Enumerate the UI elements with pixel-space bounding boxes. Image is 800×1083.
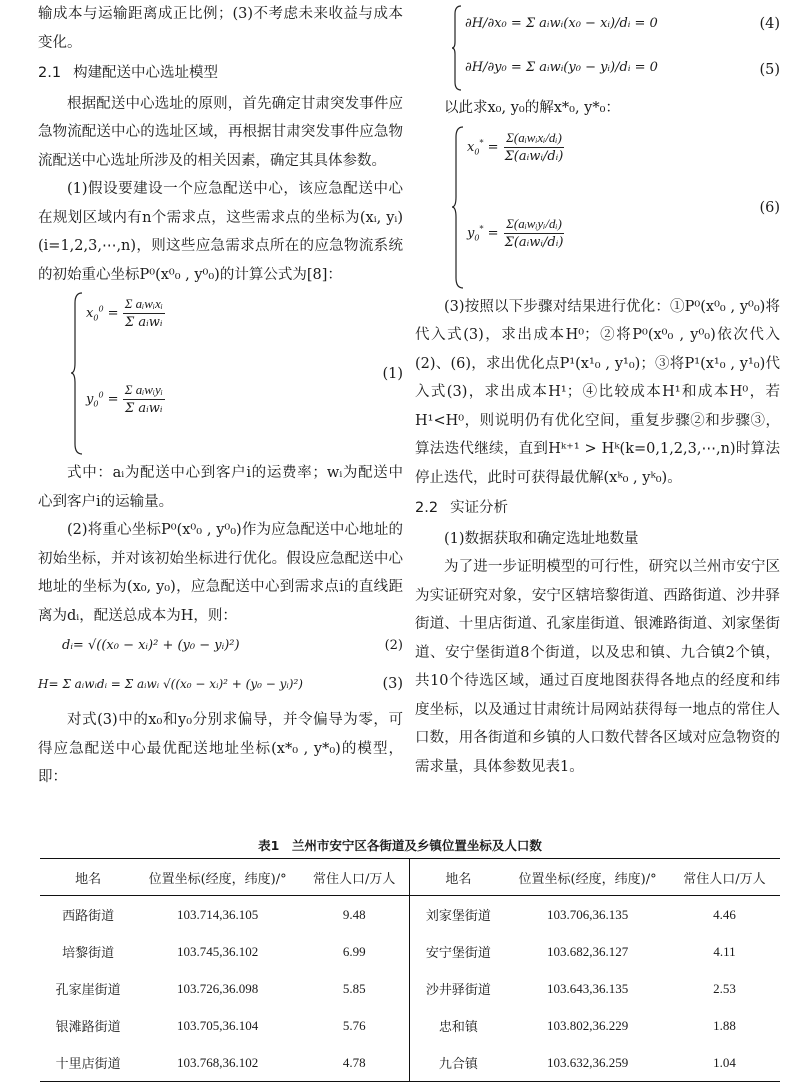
header-coords: 位置坐标(经度，纬度)/° [136,859,299,896]
paragraph-assumptions-end: 输成本与运输距离成正比例；(3)不考虑未来收益与成本变化。 [38,6,403,51]
section-heading-2-2 [415,494,780,523]
header-population: 常住人口/万人 [669,859,780,896]
section-title: 实证分析 [450,500,509,516]
cell-population: 6.99 [342,943,366,959]
eq1-y-line: $y_0^0$ = $\frac{\text{Σ aᵢwᵢyᵢ}}{\text{Σ aᵢwᵢ}}$ [86,382,163,416]
cell-place: 刘家堡街道 [410,896,506,934]
equation-number: (4) [759,16,780,32]
cell-population: 9.48 [342,906,366,922]
table-row [40,896,780,934]
section-heading-2-1 [38,59,403,88]
paragraph-case-study: 为了进一步证明模型的可行性，研究以兰州市安宁区为实证研究对象，安宁区辖培黎街道、西路街道、沙井驿街道、十里店街道、孔家崖街道、银滩路街道、刘家堡街道、安宁堡街道8个街道，以及忠和镇、九合镇2个镇，共10个待选区域，通过百度地图获得各地点的经度和纬度坐标，以及通过甘肃统计局网站获得每一地点的常住人口数，用各街道和乡镇的人口数代替各区域对应急物资的需求量，具体参数见表1。 [415,559,780,775]
section-number: 2.2 [415,500,439,516]
cell-population: 4.11 [713,943,736,959]
paragraph-step-2: (2)将重心坐标P⁰(x⁰₀ , y⁰₀)作为应急配送中心地址的初始坐标，并对该初始坐标进行优化。假设应急配送中心地址的坐标为(x₀, y₀)，应急配送中心到需求点i的直线距离为dᵢ，配送总成本为H，则： [38,522,403,624]
cell-coords: 103.705,36.104 [176,1017,259,1033]
equation-number: (3) [382,676,403,692]
equation-number: (5) [759,62,780,78]
cell-coords: 103.768,36.102 [136,1044,299,1082]
table-row [40,970,780,1007]
paragraph-symbol-notes: 式中：aᵢ为配送中心到客户i的运费率；wᵢ为配送中心到客户i的运输量。 [38,465,403,510]
brace-icon [451,125,465,290]
cell-place: 九合镇 [410,1044,506,1082]
cell-coords: 103.714,36.105 [176,906,259,922]
equation-1 [38,289,403,459]
equation-5-text: ∂H/∂y₀ = Σ aᵢwᵢ(y₀ − yᵢ)/dᵢ = 0 [465,60,658,75]
header-population: 常住人口/万人 [299,859,410,896]
cell-population: 1.88 [713,1017,736,1033]
equation-number: (2) [384,638,403,653]
location-table [40,858,780,1082]
paragraph-step-3: (3)按照以下步骤对结果进行优化：①P⁰(x⁰₀ , y⁰₀)将代入式(3)，求出成本H⁰；②将P⁰(x⁰₀ , y⁰₀)依次代入(2)、(6)，求出优化点P¹(x¹₀ , y¹₀)；③将P¹(x¹₀ , y¹₀)代入式(3)，求出成本H¹；④比较成本H¹和成本H⁰，若H¹<H⁰，则说明仍有优化空间，重复步骤②和步骤③，算法迭代继续，直到Hᵏ⁺¹ > Hᵏ(k=0,1,2,3,⋯,n)时算法停止迭代，此时可获得最优解(xᵏ₀ , yᵏ₀)。 [415,298,780,486]
section-number: 2.1 [38,65,62,81]
paragraph-step-1: (1)假设要建设一个应急配送中心，该应急配送中心在规划区域内有n个需求点，这些需求点的坐标为(xᵢ, yᵢ)(i=1,2,3,⋯,n)，则这些应急需求点所在的应急物流系统的初始重心坐标P⁰(x⁰₀ , y⁰₀)的计算公式为[8]： [38,181,403,283]
cell-coords: 103.682,36.127 [546,943,629,959]
cell-population: 2.53 [713,980,736,996]
right-column [415,0,780,781]
equation-4-5 [415,0,780,94]
cell-place: 忠和镇 [410,1007,506,1044]
section-title: 构建配送中心选址模型 [73,65,219,81]
equation-6 [415,123,780,293]
cell-place: 十里店街道 [40,1044,136,1082]
cell-population: 1.04 [669,1044,780,1082]
cell-place: 孔家崖街道 [55,983,121,998]
cell-coords: 103.643,36.135 [546,980,629,996]
cell-population: 4.46 [713,906,736,922]
table-header-row [40,859,780,896]
table-row [40,1007,780,1044]
cell-population: 5.76 [342,1017,366,1033]
equation-number: (1) [382,365,403,382]
equation-3-text: H= Σ aᵢwᵢdᵢ = Σ aᵢwᵢ √((x₀ − xᵢ)² + (y₀ − yᵢ)²) [38,677,303,691]
eq6-y-line: $y_0^*$ = $\frac{\text{Σ(aᵢwᵢyᵢ/dᵢ)}}{\text{Σ(aᵢwᵢ/dᵢ)}}$ [467,215,564,250]
table-row [40,1044,780,1082]
equation-2 [38,630,403,662]
header-place: 地名 [40,859,136,896]
cell-coords: 103.706,36.135 [546,906,629,922]
equation-4-text: ∂H/∂x₀ = Σ aᵢwᵢ(x₀ − xᵢ)/dᵢ = 0 [465,16,658,31]
paragraph-partial-derivative: 对式(3)中的x₀和y₀分别求偏导，并令偏导为零，可得应急配送中心最优配送地址坐标(x*₀ , y*₀)的模型，即： [38,712,403,785]
brace-icon [451,4,463,92]
eq6-x-line: $x_0^*$ = $\frac{\text{Σ(aᵢwᵢxᵢ/dᵢ)}}{\text{Σ(aᵢwᵢ/dᵢ)}}$ [467,129,564,164]
paragraph-solve-for: 以此求x₀, y₀的解x*₀, y*₀： [444,100,620,116]
brace-icon [70,291,84,456]
equation-2-text: dᵢ= √((x₀ − xᵢ)² + (y₀ − yᵢ)²) [62,638,240,653]
cell-place: 银滩路街道 [55,1020,121,1035]
equation-number: (6) [759,199,780,216]
table-row [40,933,780,970]
header-place: 地名 [410,859,506,896]
cell-place: 培黎街道 [62,946,115,961]
cell-coords: 103.632,36.259 [506,1044,669,1082]
eq1-x-line: $x_0^0$ = $\frac{\text{Σ aᵢwᵢxᵢ}}{\text{Σ aᵢwᵢ}}$ [86,296,163,330]
left-column [38,0,403,792]
cell-population: 5.85 [342,980,366,996]
paragraph-model-intro: 根据配送中心选址的原则，首先确定甘肃突发事件应急物流配送中心的选址区域，再根据甘肃突发事件应急物流配送中心选址所涉及的相关因素，确定其具体参数。 [38,95,403,169]
cell-population: 4.78 [299,1044,410,1082]
cell-place: 西路街道 [62,909,115,924]
cell-coords: 103.745,36.102 [176,943,259,959]
cell-place: 安宁堡街道 [410,933,506,970]
equation-3 [38,662,403,706]
equation-5 [465,50,658,86]
table-caption: 表1 兰州市安宁区各街道及乡镇位置坐标及人口数 [258,838,542,853]
cell-coords: 103.726,36.098 [176,980,259,996]
cell-place: 沙井驿街道 [410,970,506,1007]
equation-4 [465,6,658,42]
header-coords: 位置坐标(经度，纬度)/° [506,859,669,896]
cell-coords: 103.802,36.229 [546,1017,629,1033]
paragraph-data-step: (1)数据获取和确定选址地数量 [444,530,639,547]
